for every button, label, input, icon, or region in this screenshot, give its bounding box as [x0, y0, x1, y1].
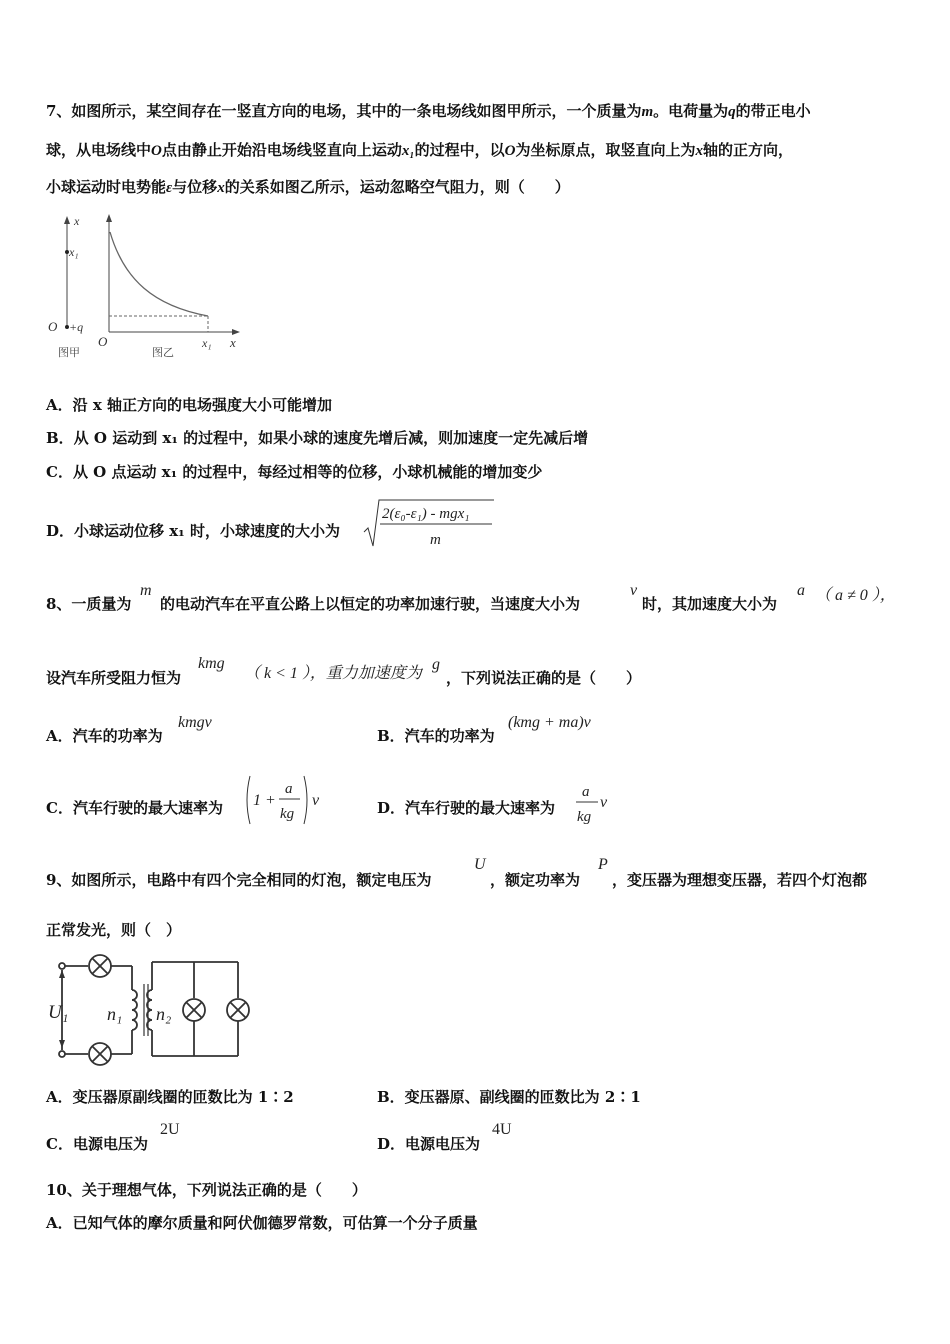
field-line-diagram: [48, 214, 83, 359]
svg-text:a: a: [582, 784, 590, 800]
q7-option-b: B．从 O 运动到 x₁ 的过程中，如果小球的速度先增后减，则加速度一定先减后增: [46, 429, 589, 447]
q8-line-2a: 设汽车所受阻力恒为: [46, 669, 182, 687]
potential-energy-graph: [98, 214, 240, 359]
q7-option-a: A．沿 x 轴正方向的电场强度大小可能增加: [46, 396, 333, 414]
svg-text:m: m: [430, 532, 441, 548]
q8-d-formula: [573, 778, 619, 830]
svg-text:v: v: [600, 794, 608, 811]
q10-line-1: 10、关于理想气体，下列说法正确的是（ ）: [46, 1181, 367, 1199]
svg-text:+q: +q: [69, 320, 84, 334]
q8-a-math: kmgv: [178, 714, 212, 731]
svg-text:x: x: [230, 335, 236, 350]
q8-math-acond: （ a ≠ 0 ），: [815, 587, 896, 604]
svg-text:kg: kg: [280, 806, 295, 822]
q8-c-formula: [242, 772, 332, 828]
q8-option-b: B．汽车的功率为: [377, 727, 495, 745]
svg-text:U₁: U₁: [48, 1002, 69, 1023]
q9-option-b: B．变压器原、副线圈的匝数比为 2∶1: [377, 1088, 641, 1106]
svg-text:n₂: n₂: [156, 1004, 172, 1024]
q9-option-c: C．电源电压为: [46, 1135, 148, 1153]
q8-option-a: A．汽车的功率为: [46, 727, 163, 745]
q8-option-d: D．汽车行驶的最大速率为: [377, 799, 556, 817]
svg-text:O: O: [98, 334, 108, 349]
q7-option-d: D．小球运动位移 x₁ 时，小球速度的大小为: [46, 522, 340, 540]
q7-line-2: 球，从电场线中O点由静止开始沿电场线竖直向上运动x₁的过程中，以O为坐标原点，取竖直向上为x轴的正方向，: [46, 141, 793, 159]
q9-line-2: 正常发光，则（ ）: [46, 921, 182, 939]
svg-text:n₁: n₁: [107, 1004, 123, 1024]
q9-line-1a: 9、如图所示，电路中有四个完全相同的灯泡，额定电压为: [46, 871, 432, 889]
q9-line-1c: ，变压器为理想变压器，若四个灯泡都: [612, 871, 868, 889]
q8-option-c: C．汽车行驶的最大速率为: [46, 799, 223, 817]
q9-c-math: 2U: [160, 1121, 180, 1138]
q8-line-1a: 8、一质量为: [46, 595, 132, 613]
q8-math-v: v: [630, 582, 638, 599]
q8-line-1c: 时，其加速度大小为: [642, 595, 778, 613]
q8-line-2b: ，下列说法正确的是（ ）: [446, 669, 642, 687]
q9-line-1b: ，额定功率为: [490, 871, 581, 889]
q7-line-1: 7、如图所示，某空间存在一竖直方向的电场，其中的一条电场线如图甲所示，一个质量为m。电荷量为q的带正电小: [46, 102, 811, 120]
svg-text:O: O: [48, 319, 58, 334]
q7-line-3: 小球运动时电势能ε与位移x的关系如图乙所示，运动忽略空气阻力，则（ ）: [46, 178, 570, 196]
q8-math-m: m: [140, 582, 152, 599]
q7-option-c: C．从 O 点运动 x₁ 的过程中，每经过相等的位移，小球机械能的增加变少: [46, 463, 543, 481]
q9-math-u: U: [474, 856, 486, 873]
q9-d-math: 4U: [492, 1121, 512, 1138]
svg-text:2(ε₀-ε₁) - mgx₁: 2(ε₀-ε₁) - mgx₁: [382, 506, 470, 522]
q7-figure: [44, 210, 254, 360]
svg-text:图乙: 图乙: [152, 347, 174, 359]
q9-option-d: D．电源电压为: [377, 1135, 481, 1153]
svg-text:x: x: [74, 214, 80, 228]
svg-text:a: a: [285, 781, 293, 797]
q10-option-a: A．已知气体的摩尔质量和阿伏伽德罗常数，可估算一个分子质量: [46, 1214, 478, 1232]
svg-text:v: v: [312, 792, 320, 809]
svg-text:图甲: 图甲: [58, 347, 80, 359]
q8-math-kcond: （ k < 1 ），重力加速度为: [244, 665, 422, 682]
svg-text:1 +: 1 +: [253, 792, 276, 809]
svg-text:kg: kg: [577, 809, 592, 825]
q7-d-formula: [362, 496, 502, 552]
q8-math-a: a: [797, 582, 805, 599]
q9-math-p: P: [598, 856, 608, 873]
q8-math-g: g: [432, 656, 440, 673]
q8-b-math: (kmg + ma)v: [508, 714, 591, 731]
svg-text:x₁: x₁: [69, 245, 79, 259]
q8-math-kmg: kmg: [198, 655, 225, 672]
q9-option-a: A．变压器原副线圈的匝数比为 1∶2: [46, 1088, 294, 1106]
q9-circuit-figure: [44, 950, 254, 1074]
q8-line-1b: 的电动汽车在平直公路上以恒定的功率加速行驶，当速度大小为: [160, 595, 581, 613]
svg-text:x₁: x₁: [202, 336, 212, 350]
